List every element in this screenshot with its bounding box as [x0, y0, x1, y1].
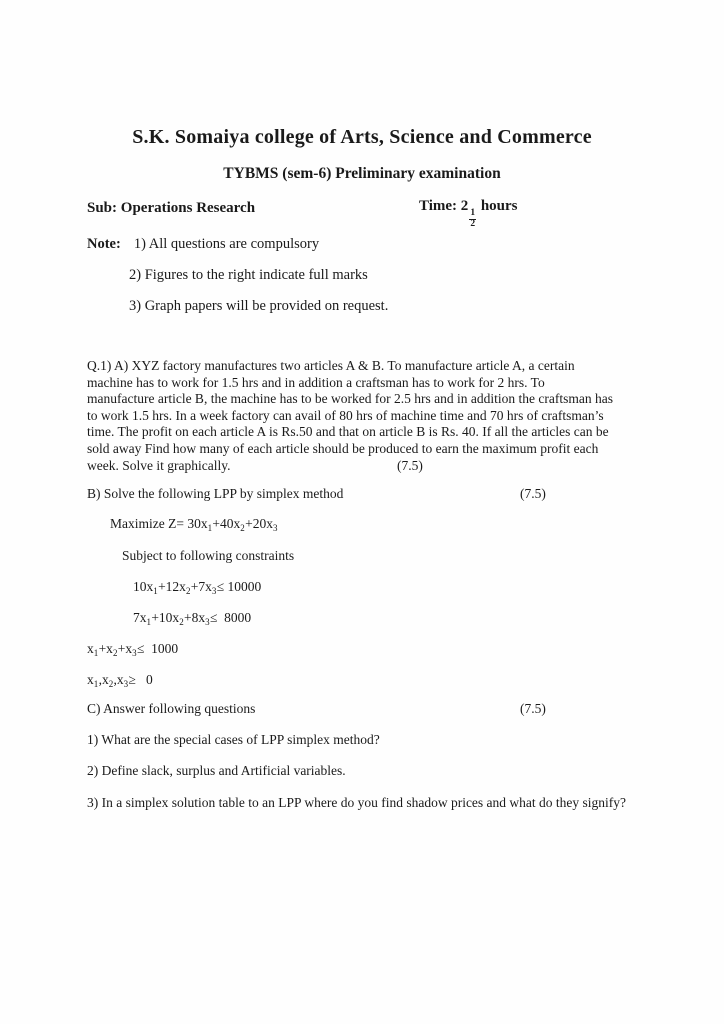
question-1b-heading [87, 486, 653, 502]
q1a-line: manufacture article B, the machine has to be worked for 2.5 hrs and in addition the craftsman has [87, 391, 613, 407]
college-title: S.K. Somaiya college of Arts, Science and Commerce [132, 126, 592, 148]
note-label: Note: [87, 236, 121, 252]
q1b-marks: (7.5) [520, 486, 546, 501]
note-line-2: 2) Figures to the right indicate full marks [129, 267, 368, 283]
q1c-subquestion-2: 2) Define slack, surplus and Artificial variables. [87, 763, 346, 778]
q1c-subquestion-3: 3) In a simplex solution table to an LPP where do you find shadow prices and what do they signify? [87, 795, 627, 810]
q1a-line: Q.1) A) XYZ factory manufactures two articles A & B. To manufacture article A, a certain [87, 358, 575, 373]
q1a-marks: (7.5) [397, 457, 423, 473]
note-line-1 [87, 236, 319, 253]
q1b-heading-text: B) Solve the following LPP by simplex method [87, 486, 344, 501]
q1a-line: to work 1.5 hrs. In a week factory can avail of 80 hrs of machine time and 70 hrs of craftsman’s [87, 407, 604, 423]
q1a-line: sold away Find how many of each article should be produced to earn the maximum profit each [87, 440, 599, 456]
time-fraction [469, 209, 476, 230]
q1c-subquestion-1: 1) What are the special cases of LPP simplex method? [87, 732, 380, 747]
fraction-denominator: 2 [470, 219, 476, 230]
non-negativity-constraint: $x_1,x_2,x_3\ge 0$ [87, 672, 153, 689]
question-1a-paragraph [87, 358, 653, 474]
objective-function: Maximize $Z= 30x_1+40x_2+20x_3$ [110, 516, 278, 533]
constraint-3: $x_1+x_2+x_3\le 1000$ [87, 641, 179, 658]
q1a-line: time. The profit on each article A is Rs.50 and that on article B is Rs. 40. If all the articles can be [87, 424, 609, 440]
constraint-2: $7x_1+10x_2+8x_3\le 8000$ [133, 610, 252, 627]
time-prefix: Time: 2 [419, 198, 469, 214]
q1a-line-text: week. Solve it graphically. [87, 457, 231, 473]
time-line [419, 198, 518, 230]
question-1c-heading [87, 701, 653, 717]
q1c-marks: (7.5) [520, 701, 546, 716]
note-item-1: 1) All questions are compulsory [133, 236, 320, 252]
constraint-1: $10x_1+12x_2+7x_3\le 10000$ [133, 579, 262, 596]
q1a-line: machine has to work for 1.5 hrs and in addition a craftsman has to work for 2 hrs. To [87, 374, 545, 390]
q1a-last-line [87, 458, 653, 475]
fraction-numerator: 1 [470, 208, 476, 219]
subject-line: Sub: Operations Research [87, 200, 256, 216]
note-line-3: 3) Graph papers will be provided on request. [129, 298, 389, 314]
constraints-intro: Subject to following constraints [122, 548, 295, 563]
exam-subtitle: TYBMS (sem-6) Preliminary examination [223, 165, 501, 182]
time-suffix: hours [477, 198, 518, 214]
q1c-heading-text: C) Answer following questions [87, 701, 256, 716]
